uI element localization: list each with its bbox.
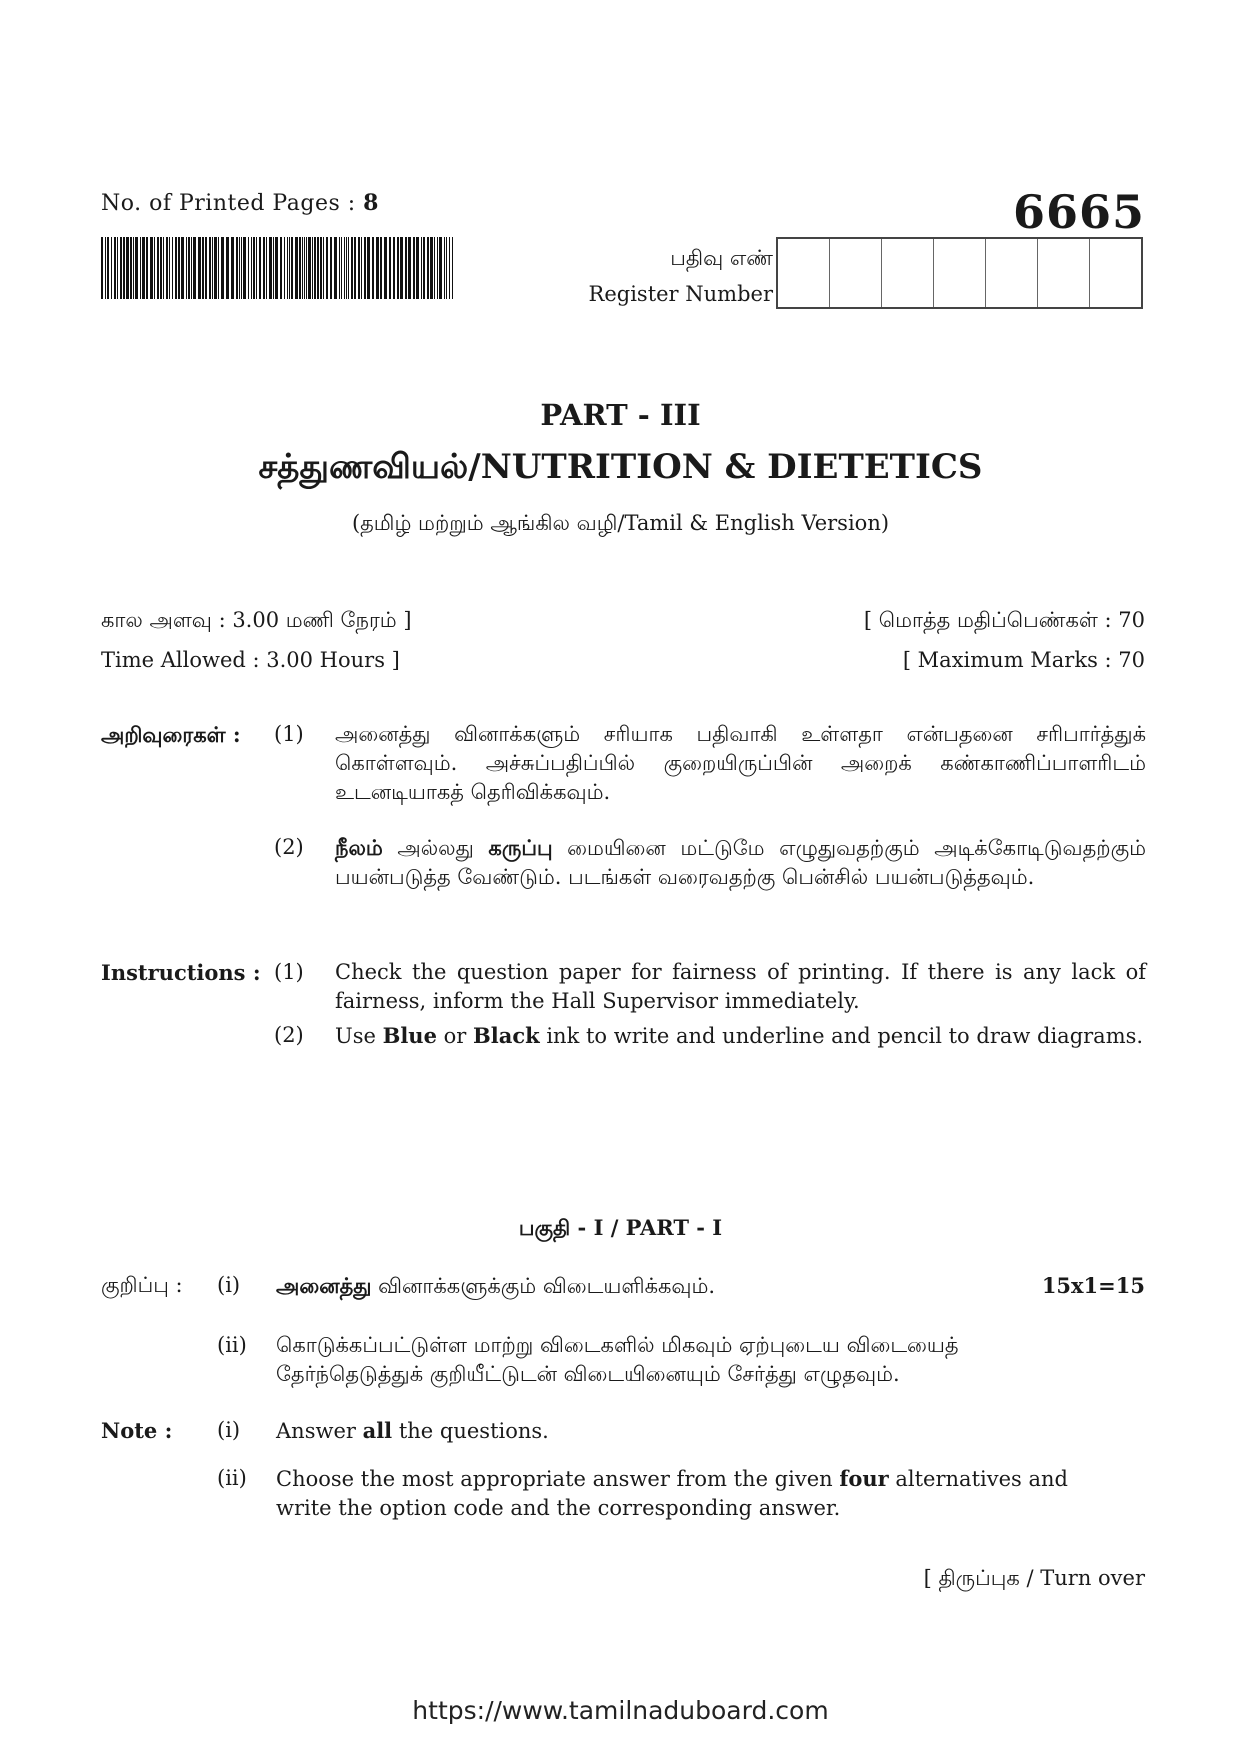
register-digit-box[interactable]	[986, 239, 1038, 307]
note-ta-num-1: (i)	[217, 1273, 241, 1297]
max-marks-ta: [ மொத்த மதிப்பெண்கள் : 70	[863, 608, 1145, 632]
instruction-en-2: Use Blue or Black ink to write and underline and pencil to draw diagrams.	[335, 1023, 1144, 1048]
register-digit-box[interactable]	[830, 239, 882, 307]
register-digit-box[interactable]	[882, 239, 934, 307]
instruction-ta-1: அனைத்து வினாக்களும் சரியாக பதிவாகி உள்ளதா என்பதனை சரிபார்த்துக் கொள்ளவும். அச்சுப்பதிப்பில் குறையிருப்பின் அறைக் கண்காணிப்பாளரிடம் உடனடியாகத் தெரிவிக்கவும்.	[335, 722, 1146, 804]
part-heading: PART - III	[540, 398, 701, 432]
note-en-1: Answer all the questions.	[276, 1418, 549, 1443]
note-ta-label: குறிப்பு :	[101, 1273, 183, 1297]
note-en-num-1: (i)	[217, 1418, 241, 1442]
instruction-en-1: Check the question paper for fairness of printing. If there is any lack of fairness, inform the Hall Supervisor immediately.	[335, 960, 1146, 1013]
instruction-en-num-1: (1)	[274, 960, 304, 984]
instruction-ta-num-1: (1)	[274, 722, 304, 746]
note-en-label: Note :	[101, 1418, 173, 1443]
printed-pages: No. of Printed Pages : 8	[101, 190, 379, 216]
barcode	[101, 237, 455, 299]
register-number-label: பதிவு எண் Register Number	[588, 246, 773, 306]
time-allowed-ta: கால அளவு : 3.00 மணி நேரம் ]	[101, 608, 412, 632]
time-allowed-en: Time Allowed : 3.00 Hours ]	[101, 648, 400, 672]
note-ta-num-2: (ii)	[217, 1333, 247, 1357]
register-digit-box[interactable]	[1038, 239, 1090, 307]
register-digit-box[interactable]	[934, 239, 986, 307]
website-url[interactable]: https://www.tamilnaduboard.com	[412, 1696, 829, 1725]
register-digit-box[interactable]	[778, 239, 830, 307]
max-marks-en: [ Maximum Marks : 70	[902, 648, 1145, 672]
paper-code: 6665	[1012, 185, 1145, 239]
instruction-ta-2: நீலம் அல்லது கருப்பு மையினை மட்டுமே எழுதுவதற்கும் அடிக்கோடிடுவதற்கும் பயன்படுத்த வேண்டும். படங்கள் வரைவதற்கு பென்சில் பயன்படுத்தவும்.	[335, 835, 1147, 889]
note-ta-2: கொடுக்கப்பட்டுள்ள மாற்று விடைகளில் மிகவும் ஏற்புடைய விடையைத் தேர்ந்தெடுத்துக் குறியீட்டுடன் விடையினையும் சேர்த்து எழுதவும்.	[276, 1333, 959, 1386]
note-en-2: Choose the most appropriate answer from the given four alternatives and write the option code and the corresponding answer.	[276, 1466, 1068, 1520]
part-one-heading: பகுதி - I / PART - I	[518, 1215, 723, 1240]
instruction-ta-num-2: (2)	[274, 835, 304, 859]
score-scheme: 15x1=15	[1041, 1273, 1145, 1298]
version-line: (தமிழ் மற்றும் ஆங்கில வழி/Tamil & English Version)	[351, 511, 890, 535]
subject-title: சத்துணவியல்/NUTRITION & DIETETICS	[258, 447, 983, 487]
printed-pages-count: 8	[363, 190, 379, 216]
register-digit-box[interactable]	[1090, 239, 1141, 307]
instruction-en-num-2: (2)	[274, 1023, 304, 1047]
note-en-num-2: (ii)	[217, 1466, 247, 1490]
note-ta-1: அனைத்து வினாக்களுக்கும் விடையளிக்கவும்.	[276, 1273, 716, 1298]
instructions-en-label: Instructions :	[101, 960, 261, 985]
instructions-ta-label: அறிவுரைகள் :	[101, 722, 241, 747]
register-number-boxes[interactable]	[776, 237, 1143, 309]
turn-over: [ திருப்புக / Turn over	[923, 1566, 1145, 1590]
